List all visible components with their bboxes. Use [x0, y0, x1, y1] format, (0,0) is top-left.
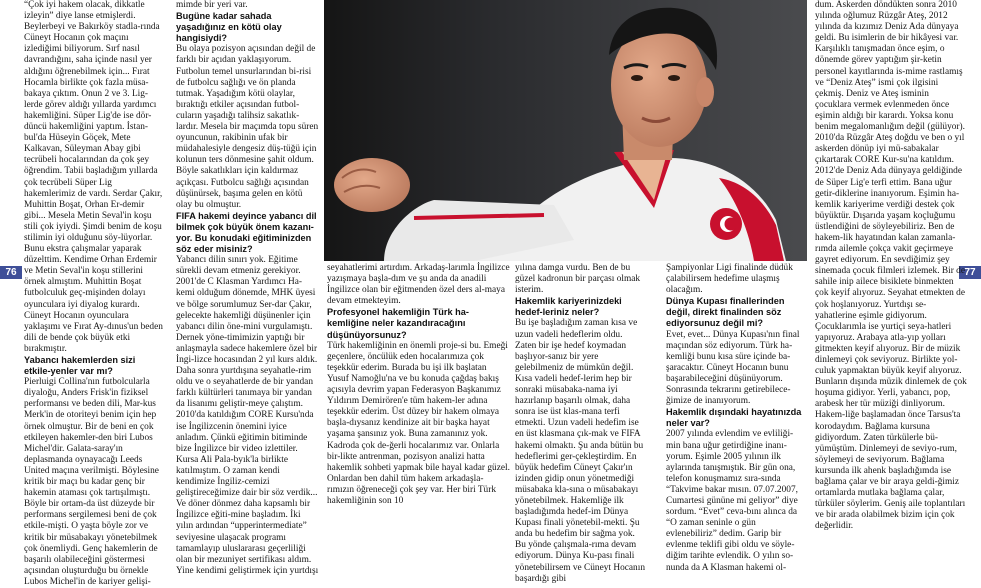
body-paragraph: Pierluigi Collina'nın futbolcularla diyaloğu, Anders Frisk'in fiziksel performansı ve beden dili, Mar-kus Merk'in de otoriteyi benim için hep örnek olmuştur. Bir de beni en çok etkileyen hakemler-den biri Lubos Michel'dir. Galata-saray'ın deplasmanda oynayacağı Leeds United maçına verilmişti. Böylesine kritik bir maçı bu kadar genç bir hakemin ataması çok tartışılmıştı. Böyle bir ortam-da üst düzeyde bir performans sergilemesi beni de çok etkile-mişti. O yaşta böyle zor ve kritik bir müsabakayı yönetebilmek çok önemliydi. Genç hakemlerin de başarılı olabileceğini göstermesi açısından oluşturduğu bu örnekle Lubos Michel'in de kariyer gelişi- [24, 377, 159, 587]
text-column-1 [24, 0, 164, 587]
body-paragraph: yılına damga vurdu. Ben de bu güzel kadronun bir parçası olmak isterim. [515, 263, 641, 296]
body-paragraph: Bu olaya pozisyon açısından değil de farklı bir açıdan yaklaşıyorum. Futbolun temel unsurlarından bi-risi de futbolcu sağlığı ve ön planda tutmak. Yaşadığım kötü olaylar, bıraktığı etkiler açısından futbol-cuların yaşadığı talihsiz sakatlık-lardır. Mesela bir maçımda topu süren oyuncunun, rakibinin ufak bir müdahalesiyle dengesiz düş-tüğü için kolunun ters dönmesine şahit oldum. Böyle sakatlıkları için kaldırmaz açıkçası. Futbolcu sağlığı açısından düşünürsek, başıma gelen en kötü olay bu olmuştur. [176, 44, 319, 210]
interview-question: Hakemlik dışındaki hayatınızda neler var? [666, 407, 802, 429]
body-paragraph: “Çok iyi hakem olacak, dikkatle izleyin” diye lanse etmişlerdi. Beylerbeyi ve Bakırköy stadla-rında Cüneyt Hocanın çok maçını izlediğimi biliyorum. Sırf nasıl davrandığını, saha içinde nasıl yer aldığını öğrenebilmek için... Fırat Hocamla birlikte çok fazla müsa-bakaya çıktım. Onun 2 ve 3. Lig-lerde görev aldığı yıllarda yardımcı hakemliğini. Süper Lig'de ise dör-düncü hakemliğini yaptım. İstan-bul'da Hüseyin Göçek, Mete Kalkavan, Süleyman Abay gibi tecrübeli hocalarından da çok şey öğrendim. Tabii başladığım yıllarda çok tecrübeli Süper Lig hakemlerimiz de vardı. Serdar Çakır, Muhittin Boşat, Orhan Er-demir gibi... Mesela Metin Seval'in koşu stili çok iyiydi. Şimdi benim de koşu stilimin iyi olduğunu söy-lüyorlar. Bunu ekstra çalışmalar yaparak düzelttim. Kendime Orhan Erdemir ve Metin Seval'in koşu stillerini örnek almıştım. Muhittin Boşat futbolculuk geç-mişinden dolayı oyunculara iyi diyalog kurardı. Cüneyt Hocanın oyunculara yaklaşımı ve Fırat Ay-dınus'un beden dili de bende çok büyük etki bırakmıştır. [24, 0, 163, 354]
text-column-4 [515, 263, 646, 584]
interview-question: Dünya Kupası finallerinden değil, direkt finalinden söz ediyorsunuz değil mi? [666, 296, 785, 329]
body-paragraph: Türk hakemliğinin en önemli proje-si bu. Emeği geçenlere, öncülük eden hocalarımıza çok teşekkür ederim. Burada bu işi ilk başlatan Yusuf Namoğlu'na ve bu konuda çağdaş bakış açısıyla devrim yapan Federasyon Başkanımız Yıldırım Demirören'e tüm hakem-ler adına teşekkür ederim. Üst düzey bir hakem olmaya başla-dıysanız kendinize ait bir başka hayat yaşama şansınız yok. Buna zamanınız yok. Kadroda çok de-ğerli hocalarımız var. Onlarla bir-likte antrenman, pozisyon analizi hatta hakemlik sohbeti yapmak bile hayal kadar güzel. Onlardan ben dahil tüm hakem arkadaşla-rımızın öğreneceği çok şey var. Her biri Türk hakemliğinin son 10 [327, 340, 510, 506]
text-column-5 [666, 263, 806, 573]
referee-portrait-photo [324, 0, 807, 261]
page-number-left: 76 [0, 266, 22, 279]
text-column-2 [176, 0, 319, 576]
interview-question: FIFA hakemi deyince yabancı dil bilmek çok büyük önem kazanı-yor. Bu konudaki eğitiminizden söz eder misiniz? [176, 210, 317, 255]
text-column-6 [815, 0, 967, 555]
interview-question: Profesyonel hakemliğin Türk ha-kemliğine neler kazandıracağını düşünüyorsunuz? [327, 307, 469, 340]
interview-question: Yabancı hakemlerden sizi etkile-yenler var mı? [24, 355, 136, 377]
body-paragraph: Şampiyonlar Ligi finalinde düdük çalabilirsem hedefime ulaşmış olacağım. [666, 263, 793, 296]
body-paragraph: seyahatlerimi artırdım. Arkadaş-larımla İngilizce yazışmaya başla-dım ve şu anda da anadili İngilizce olan bir eğitmenden özel ders al-maya devam etmekteyim. [327, 263, 510, 307]
body-paragraph: 2007 yılında evlendim ve evliliği-min bana uğur getirdiğine inanı-yorum. Eşimle 2005 yılının ilk aylarında tanışmıştık. Bir gün ona, telefon konuşmamız sıra-sında “Takvime bakar mısın. 07.07.2007, Cumartesi gününe mi geliyor” diye sordum. “Evet” ceva-bını alınca da “O zaman seninle o gün evlenebiliriz” dedim. Garip bir evlenme teklifi gibi oldu ve söyle-diğim tarihte evlendik. O yılın so-nunda da A Klasman hakemi ol- [666, 429, 798, 573]
text-column-3 [327, 263, 510, 555]
body-paragraph: dum. Askerden döndükten sonra 2010 yılında oğlumuz Rüzgâr Ateş, 2012 yılında da kızımız Deniz Ada dünyaya geldi. Bu isimlerin de bir hikâyesi var. Karşılıklı tanışmadan önce eşim, o dönemde görev yaptığım şir-ketin personel kayıtlarında is-mime rastlamış ve “Deniz Ateş” ismi çok ilgisini çekmiş. Deniz ve Ateş isminin çocuklara vermek evlenmeden önce eşimin aldığı bir karardı. Yoksa konu benim megalomanlığım değil (gülüyor). 2010'da Rüzgâr Ateş doğdu ve ben o yıl askerden dönüp iyi mü-sabakalar çıkartarak CORE Kur-su'na katıldım. 2012'de Deniz Ada dünyaya geldiğinde de Süper Lig'e terfi ettim. Bana uğur getir-diklerine inanıyorum. Eşimin ha-kemlik kariyerime verdiği destek çok büyüktür. Dışarıda yaşam koçluğumu üstlendiğini de söyleyebiliriz. Ben de hakem-lik hayatından kalan zamanla-rımda ailemle çokça vakit geçirmeye gayret ediyorum. En sevdiğimiz şey sinemada çocuk filmleri izlemek. Bir de sahile inip ailece bisiklete binmekten çok keyif alıyoruz. Seyahat etmekten de çok hoşlanıyoruz. Yurtdışı se-yahatlerine eşimle gidiyorum. Çocuklarımla ise yurtiçi seya-hatleri yapıyoruz. Arabaya atla-yıp yolları gitmekten keyif alıyoruz. Bir de müzik dinlemeyi çok seviyoruz. Birlikte yol-culuk yapmaktan büyük keyif alıyoruz. Bunların dışında müzik dinlemek de çok hoşuma gidiyor. Yerli, yabancı, pop, arabesk her tür müziği dinliyorum. Hakem-liğe başlamadan önce Tarsus'ta korodaydım. Bağlama kursuna gidiyordum. Zaten türkülerle bü-yümüştüm. Dinlemeyi de seviyo-rum, söylemeyi de seviyorum. Bağlama kursunda ilk ahenk başladığımda ise bağlama çalar ve bir araya geldi-ğimiz ortamlarda mutlaka bağlama çalar, türküler söylerim. Geniş aile toplantıları ve bir arada olabilmek bizim için çok değerlidir. [815, 0, 967, 532]
body-paragraph: mimde bir yeri var. [176, 0, 248, 10]
body-paragraph: Yabancı dilin sınırı yok. Eğitime sürekli devam etmeniz gerekiyor. 2001'de C Klasman Yardımcı Ha-kemi olduğum dönemde, MHK üyesi ve bölge sorumlumuz Ser-dar Çakır, gelecekte hakemliği düşünenler için yabancı dilin öne-mini vurgulamıştı. Dernek yöne-timimizin yaptığı bir anlaşmayla sadece hakemlere özel bir İngi-lizce hocasından 2 yıl kurs aldık. Daha sonra yurtdışına seyahatle-rim oldu ve o seyahatlerde de bir yandan farklı kültürleri tanımaya bir yandan da lisanımı geliştir-meye çalıştım. 2010'da katıldığım CORE Kursu'nda ise İngilizcenin önemini iyice anladım. Çünkü eğitimin bitiminde bize İngilizce bir video izlettiler. Kursa Ali Pala-byık'la birlikte katılmıştım. O zaman kendi kendimize İngiliz-cemizi geliştireceğimize dair bir söz verdik... Ve döner dönmez daha kapsamlı bir İngilizce eğiti-mine başladım. İki yılın ardından “upperintermediate” seviyesine ulaşacak programı tamamlayıp uluslararası geçerliliği olan bir mezuniyet sertifikası aldım. Yine kendimi geliştirmek için yurtdışı [176, 255, 319, 576]
page-number-right: 77 [959, 266, 981, 279]
interview-question: Bugüne kadar sahada yaşadığınız en kötü olay hangisiydi? [176, 11, 282, 44]
body-paragraph: Evet, evet... Dünya Kupası'nın final maçından söz ediyorum. Türk ha-kemliği bunu kısa süre içinde ba-şaracaktır. Cüneyt Hocanın bunu başarabileceğini düşünüyorum. Sonrasında tekrarını getirebilece-ğimize de inanıyorum. [666, 329, 800, 407]
interview-question: Hakemlik kariyerinizdeki hedef-leriniz neler? [515, 296, 622, 318]
body-paragraph: Bu işe başladığım zaman kısa ve uzun vadeli hedeflerim oldu. Zaten bir işe hedef koymadan başlıyor-sanız bir yere gelebilmeniz de mümkün değil. Kısa vadeli hedef-lerim hep bir sonraki müsabaka-nama iyi hazırlanıp başarılı olmak, daha sonra ise üst klas-mana terfi etmekti. Uzun vadeli hedefim ise en üst klasmana çık-mak ve FIFA hakemi olmaktı. Şu anda bütün bu hedeflerimi ger-çekleştirdim. En büyük hedefim Cüneyt Çakır'ın izinden gidip onun yönetmediği müsabaka kla-sına o müsabakayı yönetebilmek. Hakemliğe ilk başladığımda hedef-im Dünya Kupası finali yönetebil-mekti. Şu anda bu hedefim bir sağma yok. Bu yönde çalışmala-rıma devam ediyorum. Dünya Ku-pası finali yönetebilirsem ve Cüneyt Hocanın başardığı gibi [515, 318, 646, 584]
